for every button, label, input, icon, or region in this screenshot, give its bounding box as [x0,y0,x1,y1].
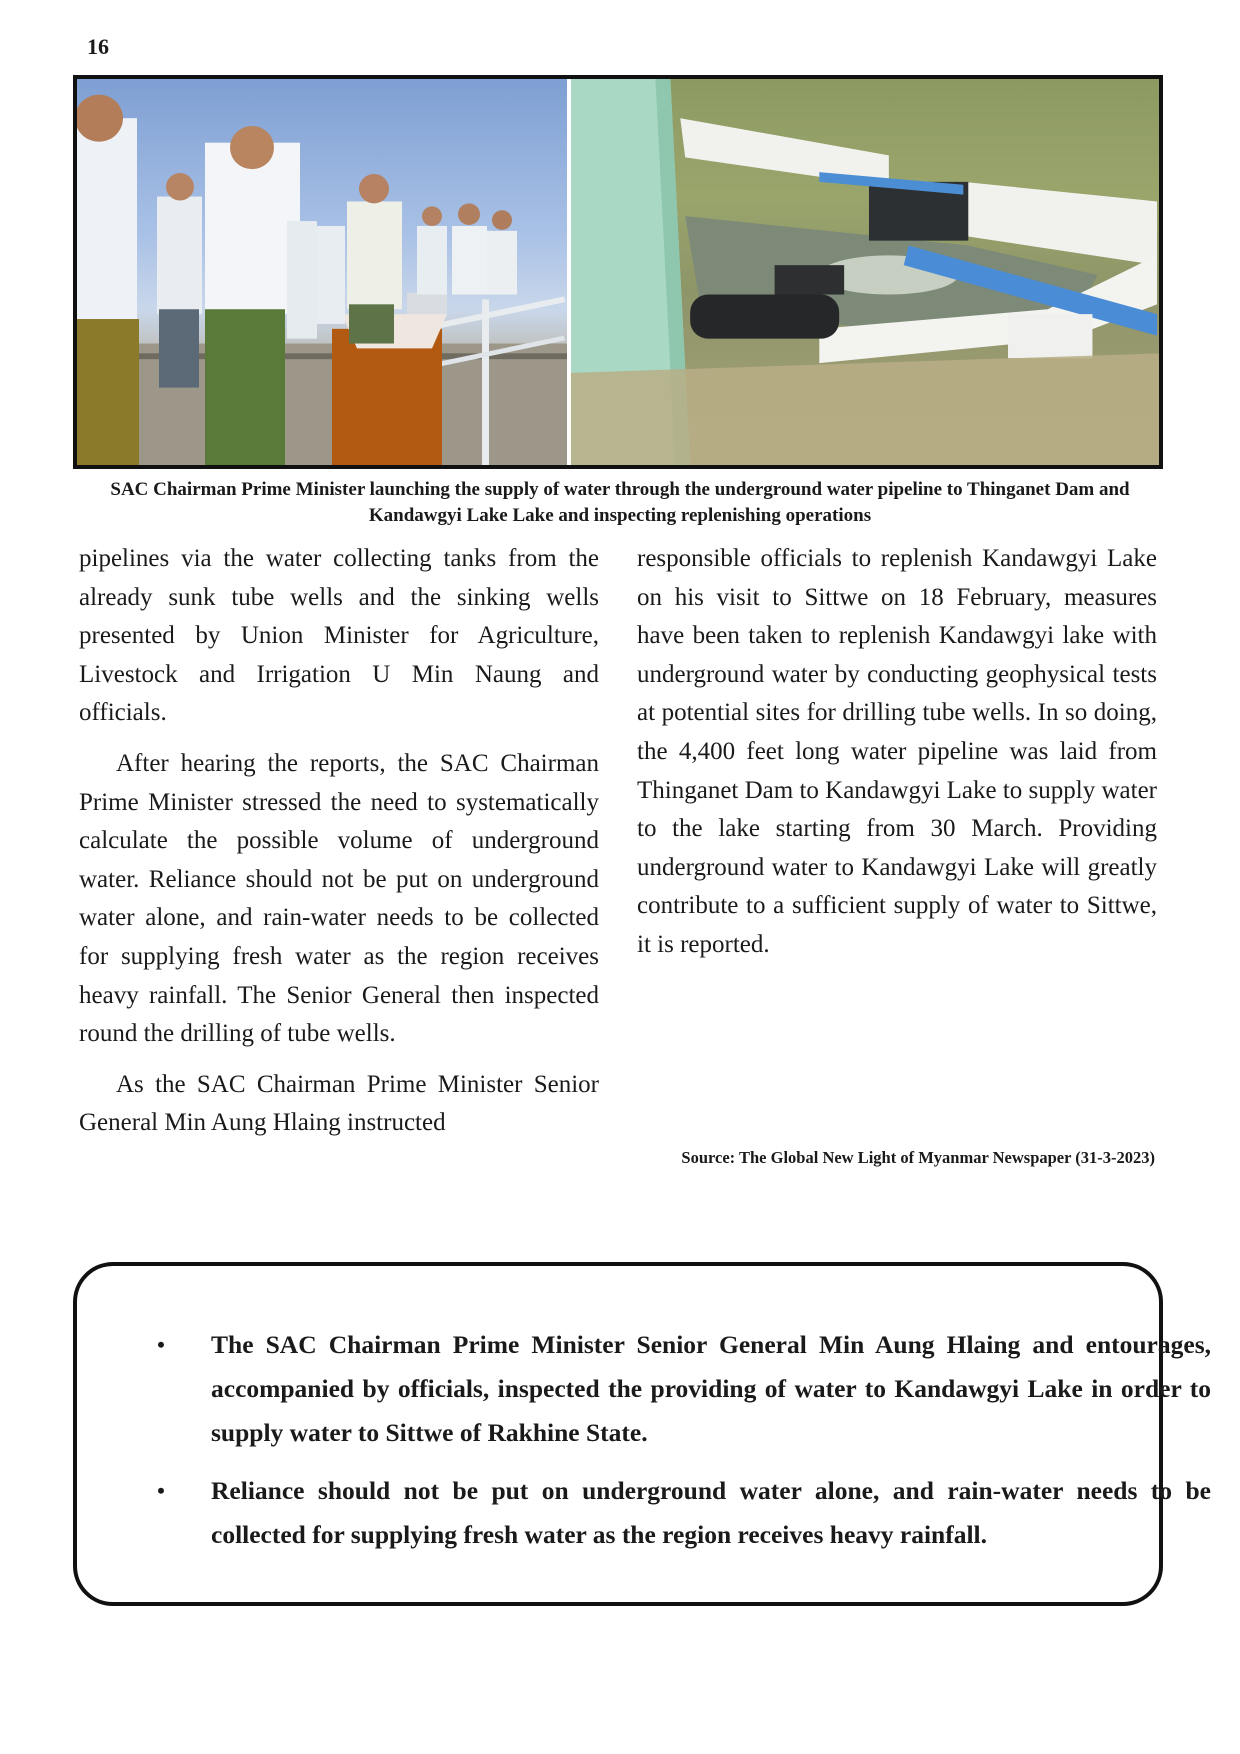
summary-item [157,1469,1211,1557]
article-left-column [79,540,599,1155]
article-paragraph: pipelines via the water collecting tanks from the already sunk tube wells and the sinking wells presented by Union Minister for Agriculture, Livestock and Irrigation U Min Naung and officials. [79,545,599,727]
summary-list [137,1323,1217,1571]
article-paragraph: As the SAC Chairman Prime Minister Senior General Min Aung Hlaing instructed [79,1070,599,1137]
bullet-icon: • [157,1332,165,1357]
page-number: 16 [87,34,109,59]
article-source: Source: The Global New Light of Myanmar Newspaper (31-3-2023) [681,1148,1155,1167]
photo-water-pipeline-outlet [571,79,1159,465]
article-right-column [637,540,1157,977]
summary-item-text: The SAC Chairman Prime Minister Senior General Min Aung Hlaing and entourages, accompanied by officials, inspected the providing of water to Kandawgyi Lake in order to supply water to Sittwe of Rakhine State. [211,1330,1211,1447]
photo-people-clapping [77,79,567,465]
photo-caption: SAC Chairman Prime Minister launching the supply of water through the underground water pipeline to Thinganet Dam and Kandawgyi Lake Lake and inspecting replenishing operations [110,479,1130,526]
summary-item [157,1323,1211,1455]
article-paragraph: responsible officials to replenish Kandawgyi Lake on his visit to Sittwe on 18 February, measures have been taken to replenish Kandawgyi lake with underground water by conducting geophysical tests at potential sites for drilling tube wells. In so doing, the 4,400 feet long water pipeline was laid from Thinganet Dam to Kandawgyi Lake to supply water to the lake starting from 30 March. Providing underground water to Kandawgyi Lake will greatly contribute to a sufficient supply of water to Sittwe, it is reported. [637,545,1157,958]
article-paragraph: After hearing the reports, the SAC Chairman Prime Minister stressed the need to systematically calculate the possible volume of underground water. Reliance should not be put on underground water alone, and rain-water needs to be collected for supplying fresh water as the region receives heavy rainfall. The Senior General then inspected round the drilling of tube wells. [79,749,599,1048]
summary-box [73,1262,1211,1606]
photo-frame [73,75,1163,469]
bullet-icon: • [157,1478,165,1503]
summary-item-text: Reliance should not be put on underground water alone, and rain-water needs to be collected for supplying fresh water as the region receives heavy rainfall. [211,1476,1211,1549]
